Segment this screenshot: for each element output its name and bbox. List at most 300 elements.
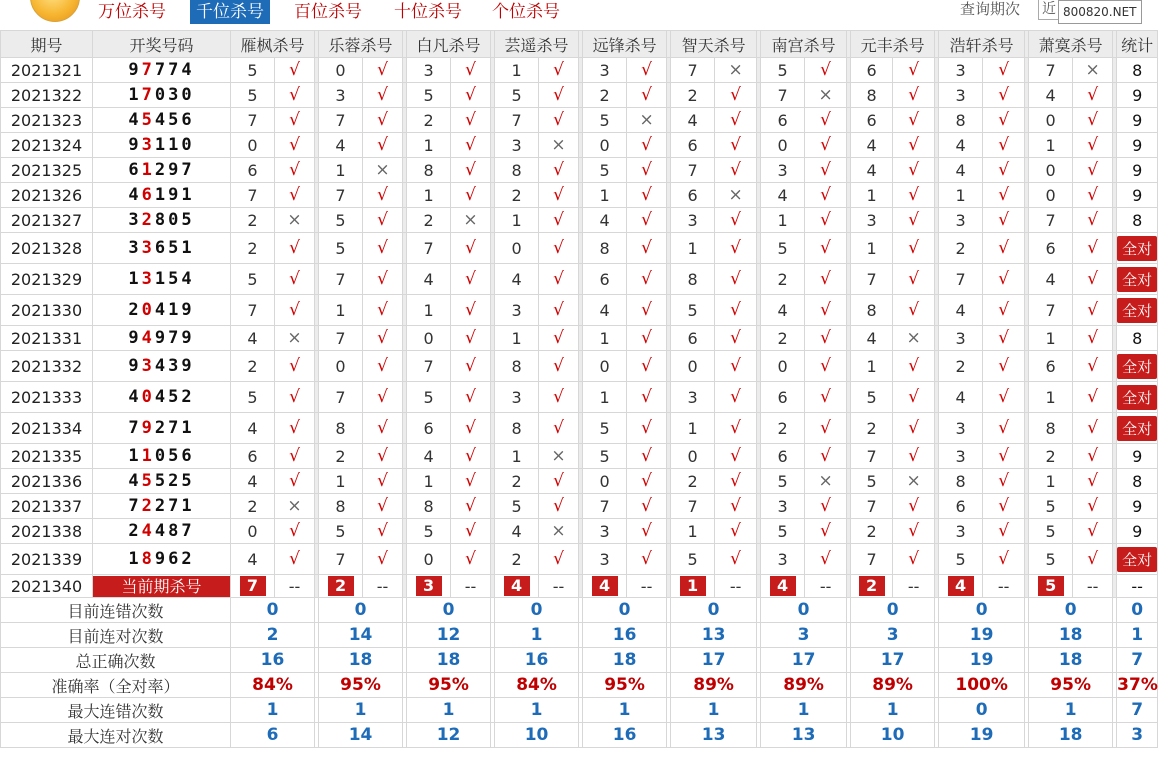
check-mark-icon: √ xyxy=(289,60,300,80)
summary-value: 0 xyxy=(939,598,1025,623)
result-mark-cell xyxy=(363,208,403,233)
check-mark-icon: √ xyxy=(641,356,652,376)
check-mark-icon: √ xyxy=(730,300,741,320)
summary-value: 0 xyxy=(407,598,491,623)
result-mark-cell xyxy=(1073,158,1113,183)
kill-number-cell: 1 xyxy=(761,208,805,233)
summary-value: 84% xyxy=(495,673,579,698)
kill-number-cell: 7 xyxy=(407,233,451,264)
summary-value: 1 xyxy=(583,698,667,723)
cross-mark-icon: × xyxy=(639,110,654,130)
current-kill-cell xyxy=(671,575,715,598)
draw-number-cell xyxy=(93,444,231,469)
check-mark-icon: √ xyxy=(730,549,741,569)
result-mark-cell xyxy=(627,351,667,382)
current-kill-number: 4 xyxy=(770,576,796,596)
check-mark-icon: √ xyxy=(289,521,300,541)
kill-number-cell: 4 xyxy=(761,183,805,208)
all-correct-badge: 全对 xyxy=(1117,547,1157,572)
query-period-select[interactable]: 近 xyxy=(1038,0,1068,20)
kill-number-cell: 7 xyxy=(319,108,363,133)
draw-digit: 0 xyxy=(181,85,195,105)
kill-number-cell: 4 xyxy=(939,133,983,158)
cross-mark-icon: × xyxy=(906,471,921,491)
check-mark-icon: √ xyxy=(1087,238,1099,258)
kill-number-cell: 1 xyxy=(671,413,715,444)
kill-number-cell: 5 xyxy=(761,519,805,544)
result-mark-cell xyxy=(983,83,1025,108)
summary-value: 16 xyxy=(583,723,667,748)
result-mark-cell xyxy=(451,233,491,264)
summary-value: 0 xyxy=(671,598,757,623)
check-mark-icon: √ xyxy=(289,300,300,320)
kill-number-cell: 8 xyxy=(851,295,893,326)
draw-digit: 7 xyxy=(168,328,182,348)
current-placeholder: -- xyxy=(539,575,579,598)
check-mark-icon: √ xyxy=(289,160,300,180)
kill-number-cell: 1 xyxy=(1029,469,1073,494)
draw-digit: 5 xyxy=(168,387,182,407)
check-mark-icon: √ xyxy=(641,85,652,105)
check-mark-icon: √ xyxy=(998,356,1010,376)
all-correct-badge: 全对 xyxy=(1117,267,1157,292)
kill-number-cell: 7 xyxy=(583,494,627,519)
result-mark-cell xyxy=(539,494,579,519)
kill-number-cell: 1 xyxy=(1029,326,1073,351)
check-mark-icon: √ xyxy=(730,85,741,105)
result-mark-cell xyxy=(893,58,935,83)
kill-number-cell: 3 xyxy=(851,208,893,233)
check-mark-icon: √ xyxy=(289,446,300,466)
check-mark-icon: √ xyxy=(998,238,1010,258)
draw-digit: 1 xyxy=(154,135,169,155)
check-mark-icon: √ xyxy=(1087,85,1099,105)
table-row xyxy=(1,133,1158,158)
kill-number-cell: 5 xyxy=(671,544,715,575)
kill-number-cell: 1 xyxy=(851,351,893,382)
result-mark-cell xyxy=(983,58,1025,83)
summary-value: 1 xyxy=(231,698,315,723)
draw-digit: 9 xyxy=(128,60,142,80)
check-mark-icon: √ xyxy=(289,85,300,105)
summary-value: 0 xyxy=(231,598,315,623)
check-mark-icon: √ xyxy=(998,160,1010,180)
kill-number-cell: 3 xyxy=(761,494,805,519)
draw-number-cell xyxy=(93,158,231,183)
draw-number-cell xyxy=(93,58,231,83)
table-row xyxy=(1,444,1158,469)
check-mark-icon: √ xyxy=(1087,269,1099,289)
check-mark-icon: √ xyxy=(465,269,476,289)
kill-number-cell: 7 xyxy=(231,183,275,208)
kill-number-cell: 3 xyxy=(939,326,983,351)
draw-digit-thousands: 2 xyxy=(141,496,155,516)
row-stat-cell xyxy=(1117,413,1158,444)
draw-digit: 4 xyxy=(154,110,169,130)
draw-digit-thousands: 3 xyxy=(141,269,155,289)
result-mark-cell xyxy=(627,108,667,133)
kill-number-cell: 3 xyxy=(583,519,627,544)
check-mark-icon: √ xyxy=(465,387,476,407)
period-cell: 2021327 xyxy=(1,208,93,233)
kill-number-cell: 5 xyxy=(407,382,451,413)
current-kill-number: 4 xyxy=(948,576,974,596)
check-mark-icon: √ xyxy=(820,446,832,466)
query-period-label: 查询期次 xyxy=(960,0,1021,18)
result-mark-cell xyxy=(805,494,847,519)
draw-number-cell xyxy=(93,326,231,351)
result-mark-cell xyxy=(627,544,667,575)
check-mark-icon: √ xyxy=(998,446,1010,466)
kill-number-cell: 5 xyxy=(407,519,451,544)
result-mark-cell xyxy=(363,382,403,413)
kill-number-cell: 1 xyxy=(407,183,451,208)
summary-value: 3 xyxy=(761,623,847,648)
result-mark-cell xyxy=(275,158,315,183)
result-mark-cell xyxy=(983,351,1025,382)
current-kill-cell xyxy=(851,575,893,598)
check-mark-icon: √ xyxy=(730,496,741,516)
kill-number-cell: 1 xyxy=(671,233,715,264)
check-mark-icon: √ xyxy=(377,238,388,258)
result-mark-cell xyxy=(451,382,491,413)
draw-digit: 4 xyxy=(128,185,142,205)
result-mark-cell xyxy=(539,83,579,108)
kill-number-cell: 6 xyxy=(583,264,627,295)
draw-digit: 7 xyxy=(181,521,195,541)
result-mark-cell xyxy=(893,183,935,208)
kill-number-cell: 1 xyxy=(407,133,451,158)
kill-number-cell: 8 xyxy=(939,469,983,494)
result-mark-cell xyxy=(983,444,1025,469)
result-mark-cell xyxy=(983,233,1025,264)
current-placeholder: -- xyxy=(451,575,491,598)
kill-number-cell: 5 xyxy=(671,295,715,326)
summary-row xyxy=(1,698,1158,723)
draw-digit: 1 xyxy=(181,185,195,205)
kill-number-cell: 0 xyxy=(407,326,451,351)
tab-bai-kill[interactable]: 百位杀号 xyxy=(294,2,362,22)
result-mark-cell xyxy=(715,108,757,133)
kill-number-cell: 1 xyxy=(583,183,627,208)
result-mark-cell xyxy=(983,494,1025,519)
check-mark-icon: √ xyxy=(465,185,476,205)
all-correct-badge: 全对 xyxy=(1117,385,1157,410)
result-mark-cell xyxy=(983,133,1025,158)
result-mark-cell xyxy=(627,133,667,158)
result-mark-cell xyxy=(627,233,667,264)
check-mark-icon: √ xyxy=(1087,210,1099,230)
kill-number-cell: 7 xyxy=(851,494,893,519)
draw-digit-thousands: 1 xyxy=(141,160,155,180)
draw-digit: 4 xyxy=(154,300,169,320)
result-mark-cell xyxy=(539,544,579,575)
cross-mark-icon: × xyxy=(906,328,921,348)
summary-stat: 7 xyxy=(1117,648,1158,673)
check-mark-icon: √ xyxy=(1087,521,1099,541)
kill-number-cell: 5 xyxy=(407,83,451,108)
kill-number-cell: 4 xyxy=(851,326,893,351)
summary-value: 1 xyxy=(495,623,579,648)
result-mark-cell xyxy=(363,183,403,208)
result-mark-cell xyxy=(539,295,579,326)
kill-number-cell: 7 xyxy=(231,108,275,133)
header-expert: 萧寞杀号 xyxy=(1029,31,1113,58)
period-cell: 2021323 xyxy=(1,108,93,133)
kill-number-cell: 5 xyxy=(319,233,363,264)
result-mark-cell xyxy=(1073,58,1113,83)
summary-label: 目前连错次数 xyxy=(1,598,231,623)
check-mark-icon: √ xyxy=(377,387,388,407)
draw-digit-thousands: 8 xyxy=(141,549,155,569)
current-kill-number: 1 xyxy=(680,576,706,596)
result-mark-cell xyxy=(451,295,491,326)
result-mark-cell xyxy=(275,469,315,494)
check-mark-icon: √ xyxy=(377,521,388,541)
current-placeholder: -- xyxy=(805,575,847,598)
kill-number-cell: 4 xyxy=(1029,264,1073,295)
summary-value: 89% xyxy=(761,673,847,698)
tab-wan-kill[interactable]: 万位杀号 xyxy=(98,2,166,22)
result-mark-cell xyxy=(893,494,935,519)
check-mark-icon: √ xyxy=(820,238,832,258)
summary-value: 19 xyxy=(939,723,1025,748)
kill-number-cell: 3 xyxy=(495,295,539,326)
kill-number-cell: 7 xyxy=(319,326,363,351)
kill-number-cell: 0 xyxy=(1029,158,1073,183)
kill-number-cell: 8 xyxy=(407,158,451,183)
summary-value: 1 xyxy=(495,698,579,723)
draw-digit: 5 xyxy=(181,210,195,230)
kill-number-cell: 2 xyxy=(761,264,805,295)
row-stat-cell: 9 xyxy=(1117,83,1158,108)
result-mark-cell xyxy=(363,58,403,83)
summary-row xyxy=(1,598,1158,623)
check-mark-icon: √ xyxy=(1087,356,1099,376)
kill-number-cell: 0 xyxy=(671,351,715,382)
draw-digit: 2 xyxy=(181,549,195,569)
period-cell: 2021322 xyxy=(1,83,93,108)
draw-number-cell xyxy=(93,519,231,544)
kill-number-cell: 6 xyxy=(1029,351,1073,382)
kill-number-cell: 6 xyxy=(761,382,805,413)
draw-digit-thousands: 0 xyxy=(141,387,155,407)
kill-number-cell: 5 xyxy=(939,544,983,575)
check-mark-icon: √ xyxy=(465,110,476,130)
result-mark-cell xyxy=(893,382,935,413)
row-stat-cell: 9 xyxy=(1117,108,1158,133)
result-mark-cell xyxy=(363,326,403,351)
check-mark-icon: √ xyxy=(377,85,388,105)
summary-value: 18 xyxy=(1029,723,1113,748)
result-mark-cell xyxy=(451,519,491,544)
kill-number-cell: 5 xyxy=(495,494,539,519)
check-mark-icon: √ xyxy=(908,300,920,320)
kill-number-cell: 3 xyxy=(407,58,451,83)
check-mark-icon: √ xyxy=(730,446,741,466)
kill-number-cell: 6 xyxy=(671,133,715,158)
check-mark-icon: √ xyxy=(641,135,652,155)
draw-digit: 9 xyxy=(168,160,182,180)
draw-digit: 0 xyxy=(168,210,182,230)
check-mark-icon: √ xyxy=(908,549,920,569)
result-mark-cell xyxy=(1073,133,1113,158)
draw-digit: 5 xyxy=(168,110,182,130)
kill-number-cell: 6 xyxy=(231,158,275,183)
row-stat-cell: 8 xyxy=(1117,326,1158,351)
kill-number-cell: 7 xyxy=(319,544,363,575)
result-mark-cell xyxy=(627,326,667,351)
result-mark-cell xyxy=(363,469,403,494)
row-stat-cell xyxy=(1117,382,1158,413)
kill-number-cell: 5 xyxy=(851,469,893,494)
result-mark-cell xyxy=(539,208,579,233)
check-mark-icon: √ xyxy=(641,328,652,348)
draw-digit: 5 xyxy=(181,471,195,491)
current-kill-label-cell xyxy=(93,575,231,598)
check-mark-icon: √ xyxy=(289,387,300,407)
result-mark-cell xyxy=(275,326,315,351)
check-mark-icon: √ xyxy=(289,238,300,258)
result-mark-cell xyxy=(627,208,667,233)
kill-number-cell: 5 xyxy=(231,58,275,83)
check-mark-icon: √ xyxy=(553,185,564,205)
header-stats: 统计 xyxy=(1117,31,1158,58)
current-placeholder: -- xyxy=(893,575,935,598)
check-mark-icon: √ xyxy=(377,60,388,80)
draw-digit-thousands: 0 xyxy=(141,300,155,320)
result-mark-cell xyxy=(1073,326,1113,351)
summary-value: 1 xyxy=(319,698,403,723)
check-mark-icon: √ xyxy=(641,160,652,180)
draw-digit: 1 xyxy=(154,269,169,289)
result-mark-cell xyxy=(893,208,935,233)
summary-value: 1 xyxy=(1029,698,1113,723)
result-mark-cell xyxy=(363,295,403,326)
result-mark-cell xyxy=(805,264,847,295)
kill-number-cell: 2 xyxy=(231,208,275,233)
result-mark-cell xyxy=(715,544,757,575)
check-mark-icon: √ xyxy=(820,549,832,569)
result-mark-cell xyxy=(275,208,315,233)
result-mark-cell xyxy=(715,133,757,158)
draw-number-cell xyxy=(93,382,231,413)
draw-digit: 2 xyxy=(128,521,142,541)
result-mark-cell xyxy=(715,326,757,351)
draw-digit: 1 xyxy=(154,185,169,205)
summary-value: 0 xyxy=(939,698,1025,723)
kill-number-cell: 7 xyxy=(407,351,451,382)
draw-digit: 1 xyxy=(128,269,142,289)
row-stat-cell: 9 xyxy=(1117,158,1158,183)
kill-number-cell: 4 xyxy=(495,264,539,295)
check-mark-icon: √ xyxy=(820,160,832,180)
result-mark-cell xyxy=(451,58,491,83)
summary-value: 18 xyxy=(407,648,491,673)
header-expert: 雁枫杀号 xyxy=(231,31,315,58)
result-mark-cell xyxy=(983,544,1025,575)
check-mark-icon: √ xyxy=(465,496,476,516)
kill-number-cell: 2 xyxy=(231,494,275,519)
kill-number-cell: 0 xyxy=(1029,108,1073,133)
row-stat-cell xyxy=(1117,264,1158,295)
kill-number-cell: 8 xyxy=(851,83,893,108)
draw-digit: 2 xyxy=(168,471,182,491)
result-mark-cell xyxy=(363,158,403,183)
result-mark-cell xyxy=(1073,83,1113,108)
check-mark-icon: √ xyxy=(1087,135,1099,155)
summary-value: 100% xyxy=(939,673,1025,698)
result-mark-cell xyxy=(805,108,847,133)
row-stat-cell: 8 xyxy=(1117,58,1158,83)
summary-row xyxy=(1,723,1158,748)
cross-mark-icon: × xyxy=(287,210,302,230)
kill-number-cell: 2 xyxy=(671,83,715,108)
tab-shi-kill[interactable]: 十位杀号 xyxy=(394,2,462,22)
kill-number-cell: 2 xyxy=(939,351,983,382)
result-mark-cell xyxy=(893,295,935,326)
draw-number-cell xyxy=(93,208,231,233)
result-mark-cell xyxy=(363,444,403,469)
tab-ge-kill[interactable]: 个位杀号 xyxy=(492,2,560,22)
result-mark-cell xyxy=(539,233,579,264)
summary-stat: 1 xyxy=(1117,623,1158,648)
kill-number-cell: 0 xyxy=(495,233,539,264)
check-mark-icon: √ xyxy=(1087,110,1099,130)
check-mark-icon: √ xyxy=(1087,549,1099,569)
result-mark-cell xyxy=(805,469,847,494)
current-kill-cell xyxy=(231,575,275,598)
check-mark-icon: √ xyxy=(377,185,388,205)
draw-digit: 4 xyxy=(154,356,169,376)
check-mark-icon: √ xyxy=(289,549,300,569)
draw-digit: 2 xyxy=(154,418,169,438)
result-mark-cell xyxy=(1073,469,1113,494)
cross-mark-icon: × xyxy=(287,496,302,516)
result-mark-cell xyxy=(805,413,847,444)
result-mark-cell xyxy=(715,469,757,494)
check-mark-icon: √ xyxy=(998,328,1010,348)
summary-value: 10 xyxy=(495,723,579,748)
check-mark-icon: √ xyxy=(998,269,1010,289)
kill-number-cell: 5 xyxy=(761,469,805,494)
check-mark-icon: √ xyxy=(820,328,832,348)
kill-number-cell: 8 xyxy=(319,413,363,444)
summary-value: 16 xyxy=(495,648,579,673)
kill-number-cell: 1 xyxy=(939,183,983,208)
kill-number-cell: 0 xyxy=(583,133,627,158)
period-cell: 2021331 xyxy=(1,326,93,351)
kill-number-cell: 1 xyxy=(583,326,627,351)
result-mark-cell xyxy=(1073,108,1113,133)
tab-qian-kill[interactable]: 千位杀号 xyxy=(190,0,270,24)
kill-number-cell: 4 xyxy=(319,133,363,158)
row-stat-cell: 9 xyxy=(1117,183,1158,208)
kill-number-cell: 8 xyxy=(407,494,451,519)
current-period-row xyxy=(1,575,1158,598)
summary-value: 1 xyxy=(761,698,847,723)
summary-value: 2 xyxy=(231,623,315,648)
check-mark-icon: √ xyxy=(908,446,920,466)
kill-number-cell: 4 xyxy=(407,444,451,469)
cross-mark-icon: × xyxy=(728,60,743,80)
check-mark-icon: √ xyxy=(730,160,741,180)
draw-digit: 1 xyxy=(181,238,195,258)
kill-number-cell: 2 xyxy=(761,413,805,444)
kill-number-cell: 6 xyxy=(851,58,893,83)
kill-number-cell: 1 xyxy=(851,183,893,208)
draw-digit: 9 xyxy=(168,185,182,205)
